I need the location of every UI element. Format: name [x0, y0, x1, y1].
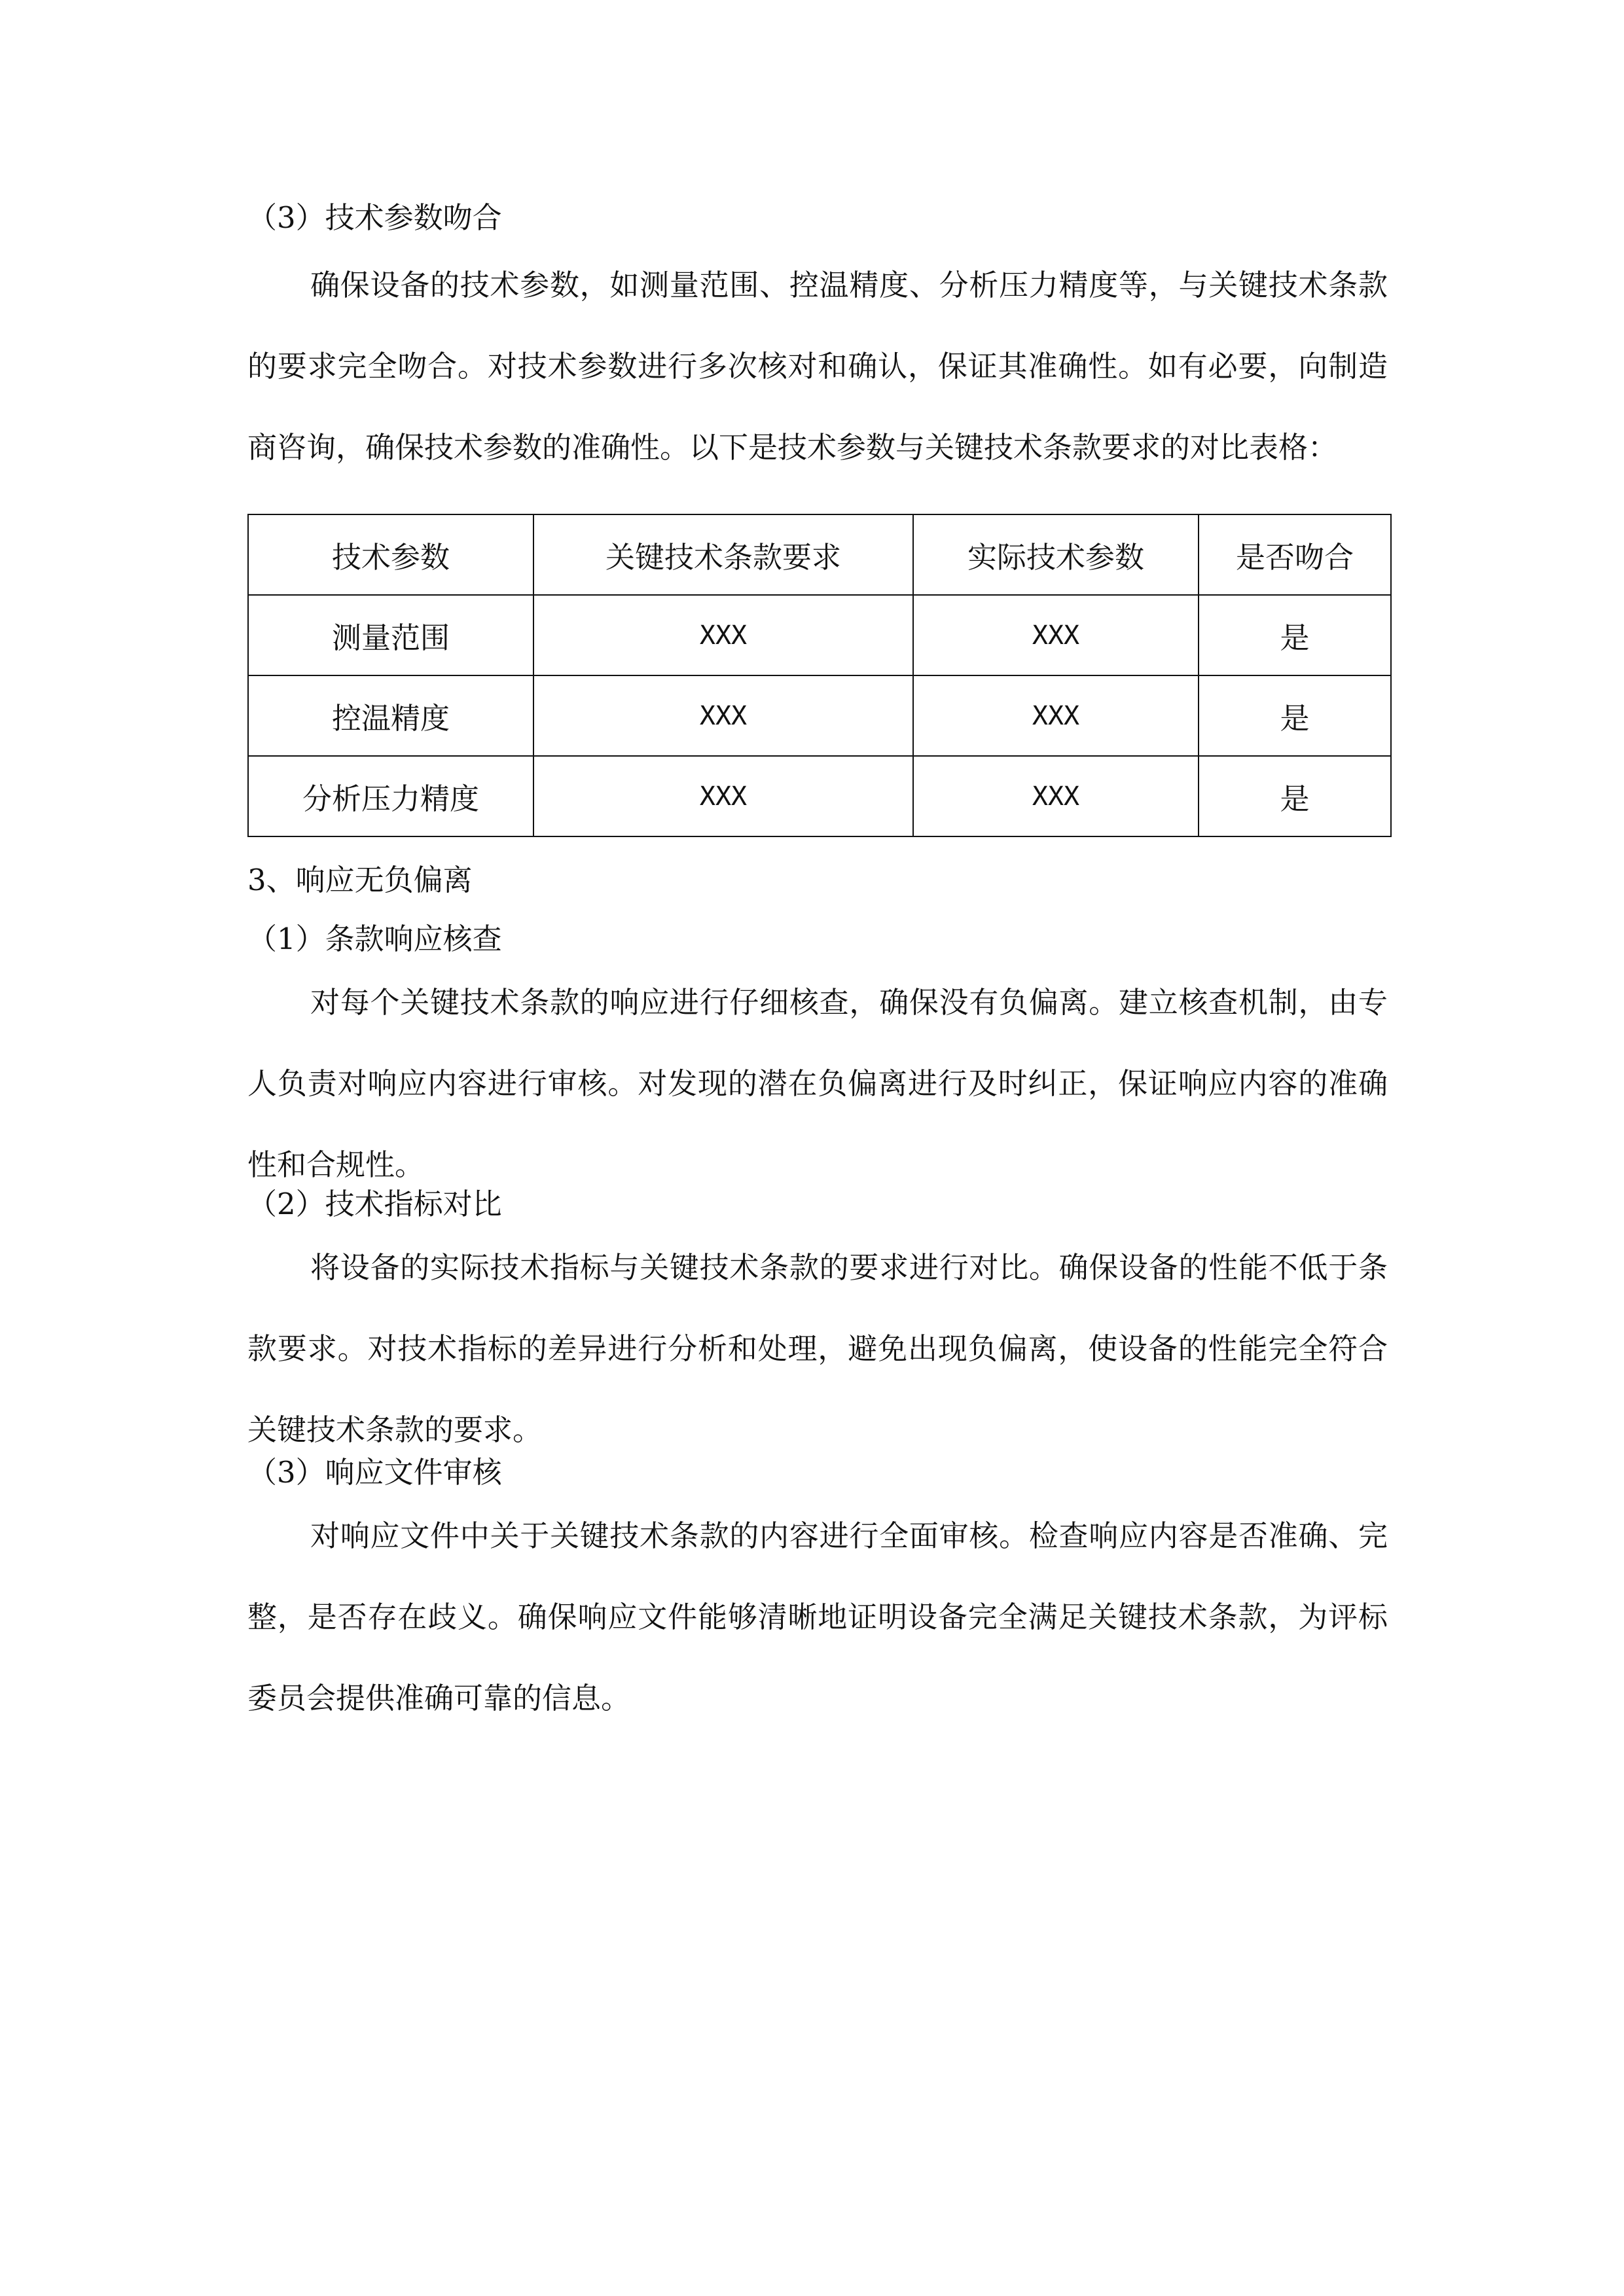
technical-indicator-comparison-paragraph: 将设备的实际技术指标与关键技术条款的要求进行对比。确保设备的性能不低于条款要求。对技术指标的差异进行分析和处理，避免出现负偏离，使设备的性能完全符合关键技术条款的要求。 — [247, 1250, 1388, 1447]
table-row — [248, 756, 1391, 836]
technical-parameter-match-paragraph: 确保设备的技术参数，如测量范围、控温精度、分析压力精度等，与关键技术条款的要求完全吻合。对技术参数进行多次核对和确认，保证其准确性。如有必要，向制造商咨询，确保技术参数的准确性。以下是技术参数与关键技术条款要求的对比表格： — [247, 268, 1388, 465]
section-heading-technical-parameter-match: （3）技术参数吻合 — [247, 200, 502, 235]
section-title-no-negative-deviation: 3、响应无负偏离 — [247, 863, 473, 897]
clause-response-check-paragraph: 对每个关键技术条款的响应进行仔细核查，确保没有负偏离。建立核查机制，由专人负责对响应内容进行审核。对发现的潜在负偏离进行及时纠正，保证响应内容的准确性和合规性。 — [247, 985, 1388, 1182]
response-file-review-paragraph: 对响应文件中关于关键技术条款的内容进行全面审核。检查响应内容是否准确、完整，是否存在歧义。确保响应文件能够清晰地证明设备完全满足关键技术条款，为评标委员会提供准确可靠的信息。 — [247, 1518, 1388, 1715]
table-header-match: 是否吻合 — [1199, 514, 1391, 595]
table-row — [248, 675, 1391, 756]
table-cell-required-value: XXX — [533, 595, 913, 675]
table-cell-actual-value: XXX — [913, 675, 1199, 756]
table-cell-actual-value: XXX — [913, 756, 1199, 836]
subsection-heading-clause-response-check: （1）条款响应核查 — [247, 922, 502, 956]
table-cell-parameter: 分析压力精度 — [248, 756, 533, 836]
table-cell-required-value: XXX — [533, 675, 913, 756]
subsection-heading-response-file-review: （3）响应文件审核 — [247, 1455, 502, 1490]
table-cell-required-value: XXX — [533, 756, 913, 836]
table-cell-match-status: 是 — [1199, 675, 1391, 756]
technical-parameter-comparison-table — [247, 514, 1392, 837]
table-cell-parameter: 控温精度 — [248, 675, 533, 756]
table-header-row — [248, 514, 1391, 595]
table-row — [248, 595, 1391, 675]
table-header-required-clause: 关键技术条款要求 — [533, 514, 913, 595]
subsection-heading-technical-indicator-comparison: （2）技术指标对比 — [247, 1187, 502, 1221]
table-header-actual-parameter: 实际技术参数 — [913, 514, 1199, 595]
table-header-parameter: 技术参数 — [248, 514, 533, 595]
table-cell-match-status: 是 — [1199, 595, 1391, 675]
table-cell-match-status: 是 — [1199, 756, 1391, 836]
table-cell-parameter: 测量范围 — [248, 595, 533, 675]
table-cell-actual-value: XXX — [913, 595, 1199, 675]
